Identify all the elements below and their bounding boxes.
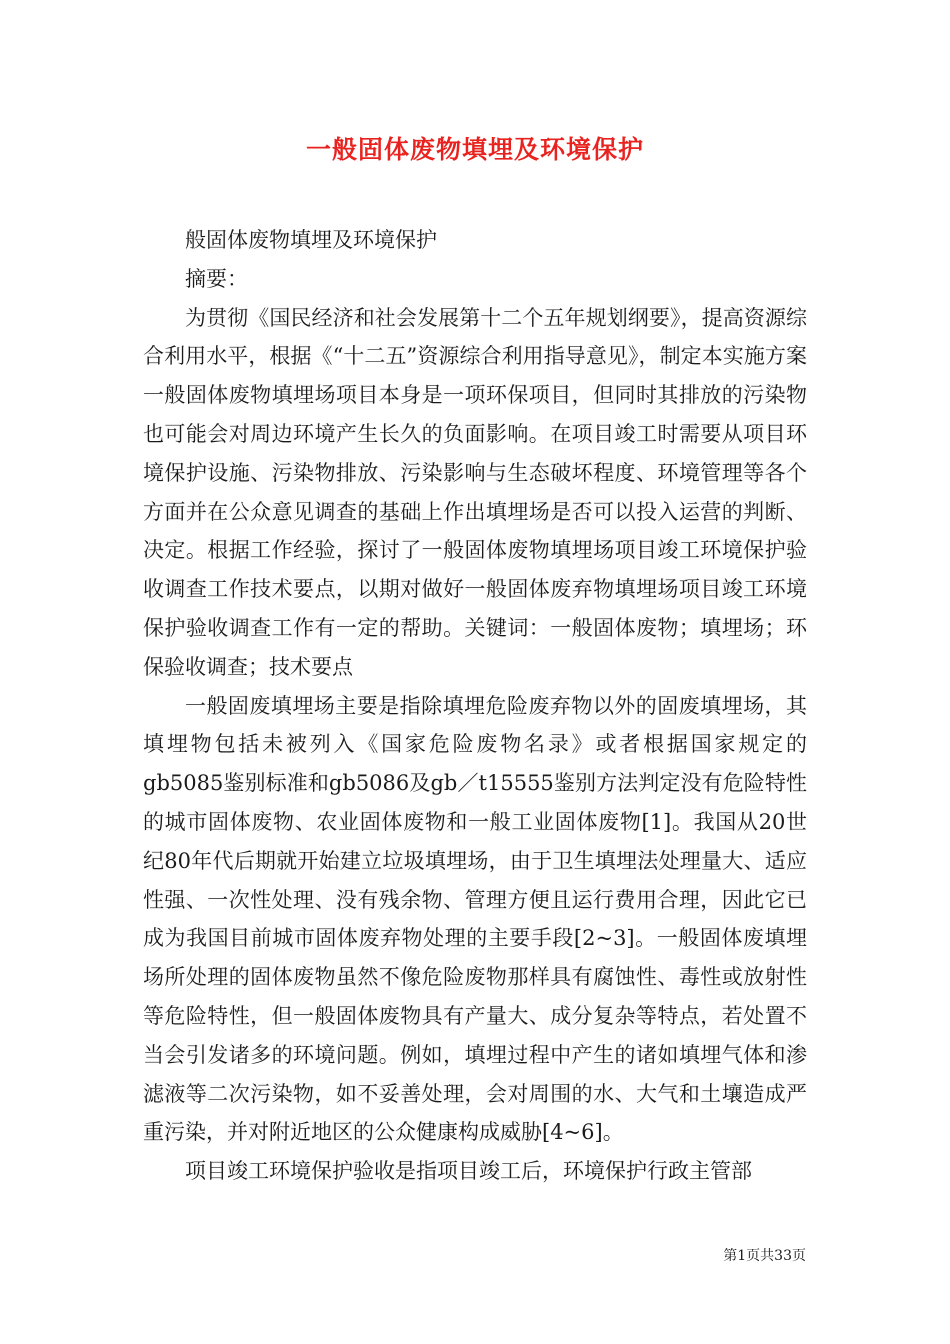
page-number: 第1页共33页 <box>723 1248 806 1264</box>
subtitle-line: 般固体废物填埋及环境保护 <box>185 228 437 252</box>
abstract-label: 摘要： <box>185 266 248 291</box>
document-title: 一般固体废物填埋及环境保护 <box>305 135 644 164</box>
paragraph: 一般固废填埋场主要是指除填埋危险废弃物以外的固废填埋场，其填埋物包括未被列入《国家危险废物名录》或者根据国家规定的gb5085鉴别标准和gb5086及gb／t15555鉴别方法判定没有危险特性的城市固体废物、农业固体废物和一般工业固体废物[1]。我国从20世纪80年代后期就开始建立垃圾填埋场，由于卫生填埋法处理量大、适应性强、一次性处理、没有残余物、管理方便且运行费用合理，因此它已成为我国目前城市固体废弃物处理的主要手段[2~3]。一般固体废填埋场所处理的固体废物虽然不像危险废物那样具有腐蚀性、毒性或放射性等危险特性，但一般固体废物具有产量大、成分复杂等特点，若处置不当会引发诸多的环境问题。例如，填埋过程中产生的诸如填埋气体和渗滤液等二次污染物，如不妥善处理，会对周围的水、大气和土壤造成严重污染，并对附近地区的公众健康构成威胁[4~6]。 <box>143 693 807 1145</box>
document-body <box>143 221 807 1191</box>
paragraph: 项目竣工环境保护验收是指项目竣工后，环境保护行政主管部 <box>185 1159 752 1184</box>
paragraph: 为贯彻《国民经济和社会发展第十二个五年规划纲要》，提高资源综合利用水平，根据《“十二五”资源综合利用指导意见》，制定本实施方案一般固体废物填埋场项目本身是一项环保项目，但同时其排放的污染物也可能会对周边环境产生长久的负面影响。在项目竣工时需要从项目环境保护设施、污染物排放、污染影响与生态破坏程度、环境管理等各个方面并在公众意见调查的基础上作出填埋场是否可以投入运营的判断、决定。根据工作经验，探讨了一般固体废物填埋场项目竣工环境保护验收调查工作技术要点，以期对做好一般固体废弃物填埋场项目竣工环境保护验收调查工作有一定的帮助。关键词：一般固体废物；填埋场；环保验收调查；技术要点 <box>143 305 807 679</box>
